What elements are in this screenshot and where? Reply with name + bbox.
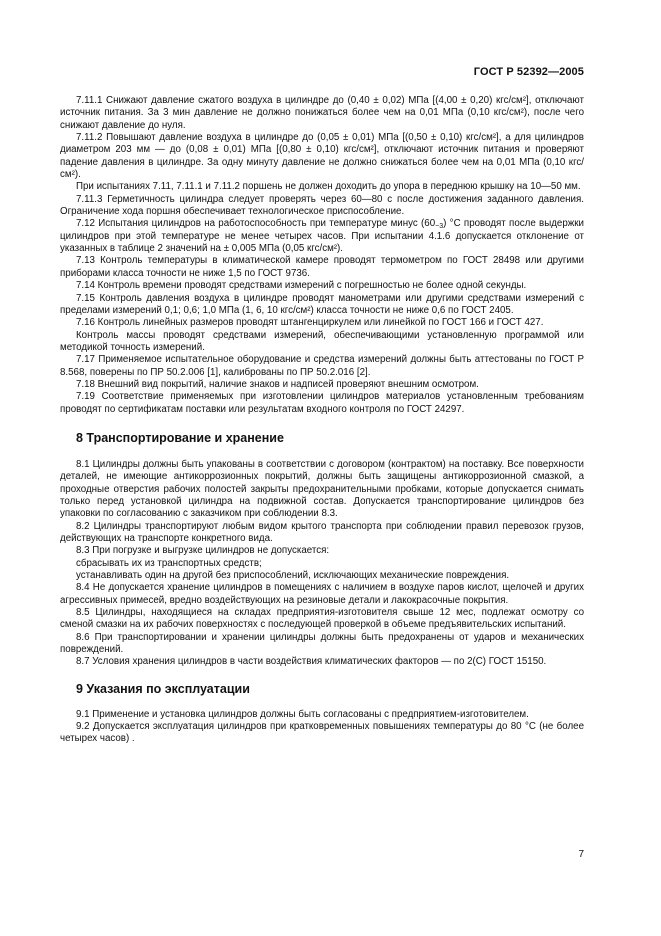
paragraph-7-12-part-a: 7.12 Испытания цилиндров на работоспособность при температуре минус (60	[76, 218, 436, 230]
paragraph-8-3-a: сбрасывать их из транспортных средств;	[76, 557, 262, 569]
paragraph-8-6: 8.6 При транспортировании и хранении цилиндры должны быть предохранены от ударов и механических повреждений.	[60, 631, 584, 656]
paragraph-7-13: 7.13 Контроль температуры в климатической камере проводят термометром по ГОСТ 28498 или другими приборами класса точности не ниже 1,5 по ГОСТ 9736.	[60, 255, 584, 279]
document-header: ГОСТ Р 52392—2005	[473, 66, 584, 78]
paragraph-9-2: 9.2 Допускается эксплуатация цилиндров при кратковременных повышениях температуры до 80 °С (не более четырех часов) .	[60, 721, 584, 745]
spacer	[60, 446, 584, 459]
paragraph-7-11-3: 7.11.3 Герметичность цилиндра следует проверять через 60—80 с после достижения заданного давления. Ограничение хода поршня обеспечивает технологическое приспособление.	[60, 193, 584, 218]
paragraph-7-12-part-b: ) °С проводят после выдержки цилиндров при этой температуре не менее четырех часов. При испытании 4.1.6 допускается отклонение от указанных в таблице 2 значений на ± 0,005 МПа (0,05 кгс/см²).	[60, 218, 584, 255]
document-body	[60, 95, 584, 746]
paragraph-8-1: 8.1 Цилиндры должны быть упакованы в соответствии с договором (контрактом) на поставку. Все поверхности деталей, не имеющие антикоррозионных покрытий, должны быть защищены антикоррозионной смазкой, а проходные отверстия рабочих полостей закрыты предохранительными пробками, которые допускается снимать только перед установкой цилиндра на подвижной состав. Допускается транспортирование цилиндров без упаковки по согласованию с заказчиком при соблюдении 8.3.	[60, 458, 584, 520]
section-8-heading: 8 Транспортирование и хранение	[76, 430, 284, 445]
spacer	[60, 669, 584, 682]
page-number: 7	[578, 849, 584, 860]
section-9-heading: 9 Указания по эксплуатации	[76, 681, 250, 696]
paragraph-8-4: 8.4 Не допускается хранение цилиндров в помещениях с наличием в воздухе паров кислот, щелочей и других агрессивных примесей, вредно воздействующих на резиновые детали и лакокрасочные покрытия.	[60, 582, 584, 606]
spacer	[60, 697, 584, 709]
paragraph-7-16-mass: Контроль массы проводят средствами измерений, обеспечивающими установленную программой или методикой точность измерений.	[60, 329, 584, 353]
paragraph-7-17: 7.17 Применяемое испытательное оборудование и средства измерений должны быть аттестованы по ГОСТ Р 8.568, поверены по ПР 50.2.006 [1], калиброваны по ПР 50.2.016 [2].	[60, 354, 584, 378]
paragraph-8-3-b: устанавливать один на другой без приспособлений, исключающих механические повреждения.	[76, 570, 510, 582]
paragraph-7-11-tests: При испытаниях 7.11, 7.11.1 и 7.11.2 поршень не должен доходить до упора в переднюю крышку на 10—50 мм.	[76, 181, 581, 193]
paragraph-9-1: 9.1 Применение и установка цилиндров должны быть согласованы с предприятием-изготовителем.	[76, 708, 529, 720]
paragraph-7-11-1: 7.11.1 Снижают давление сжатого воздуха в цилиндре до (0,40 ± 0,02) МПа [(4,00 ± 0,20) кгс/см²], отключают источник питания. За 3 мин давление не должно понижаться более чем на 0,01 МПа (0,10 кгс/см²), после чего снижают давление до нуля.	[60, 95, 584, 131]
paragraph-7-18: 7.18 Внешний вид покрытий, наличие знаков и надписей проверяют внешним осмотром.	[76, 378, 479, 390]
paragraph-7-19: 7.19 Соответствие применяемых при изготовлении цилиндров материалов установленным требованиям проводят по сертификатам поставки или результатам входного контроля по ГОСТ 24297.	[60, 391, 584, 415]
paragraph-8-3: 8.3 При погрузке и выгрузке цилиндров не допускается:	[76, 545, 330, 557]
paragraph-8-7: 8.7 Условия хранения цилиндров в части воздействия климатических факторов — по 2(С) ГОСТ 15150.	[76, 656, 547, 668]
paragraph-7-12	[60, 218, 584, 255]
paragraph-7-15: 7.15 Контроль давления воздуха в цилиндре проводят манометрами или другими средствами измерений с пределами измерений 0,1; 0,6; 1,0 МПа (1, 6, 10 кгс/см²) класса точности не ниже 0,6 по ГОСТ 2405.	[60, 292, 584, 316]
paragraph-7-14: 7.14 Контроль времени проводят средствами измерений с погрешностью не более одной секунды.	[76, 280, 527, 292]
spacer	[60, 416, 584, 431]
paragraph-7-16: 7.16 Контроль линейных размеров проводят штангенциркулем или линейкой по ГОСТ 166 и ГОСТ 427.	[76, 317, 544, 329]
paragraph-7-11-2: 7.11.2 Повышают давление воздуха в цилиндре до (0,05 ± 0,01) МПа [(0,50 ± 0,10) кгс/см²], а для цилиндров диаметром 203 мм — до (0,08 ± 0,01) МПа [(0,80 ± 0,10) кгс/см²], отключают источник питания и проверяют падение давления в цилиндре. За одну минуту давление не должно снижаться более чем на 0,01 МПа (0,10 кгс/см²).	[60, 132, 584, 181]
paragraph-8-5: 8.5 Цилиндры, находящиеся на складах предприятия-изготовителя свыше 12 мес, подлежат осмотру со сменой смазки на их рабочих поверхностях с последующей проверкой в объеме предъявительских испытаний.	[60, 607, 584, 631]
temperature-tolerance-subscript: −3	[435, 223, 444, 231]
paragraph-8-2: 8.2 Цилиндры транспортируют любым видом крытого транспорта при соблюдении правил перевозок грузов, действующих на транспорте конкретного вида.	[60, 520, 584, 544]
